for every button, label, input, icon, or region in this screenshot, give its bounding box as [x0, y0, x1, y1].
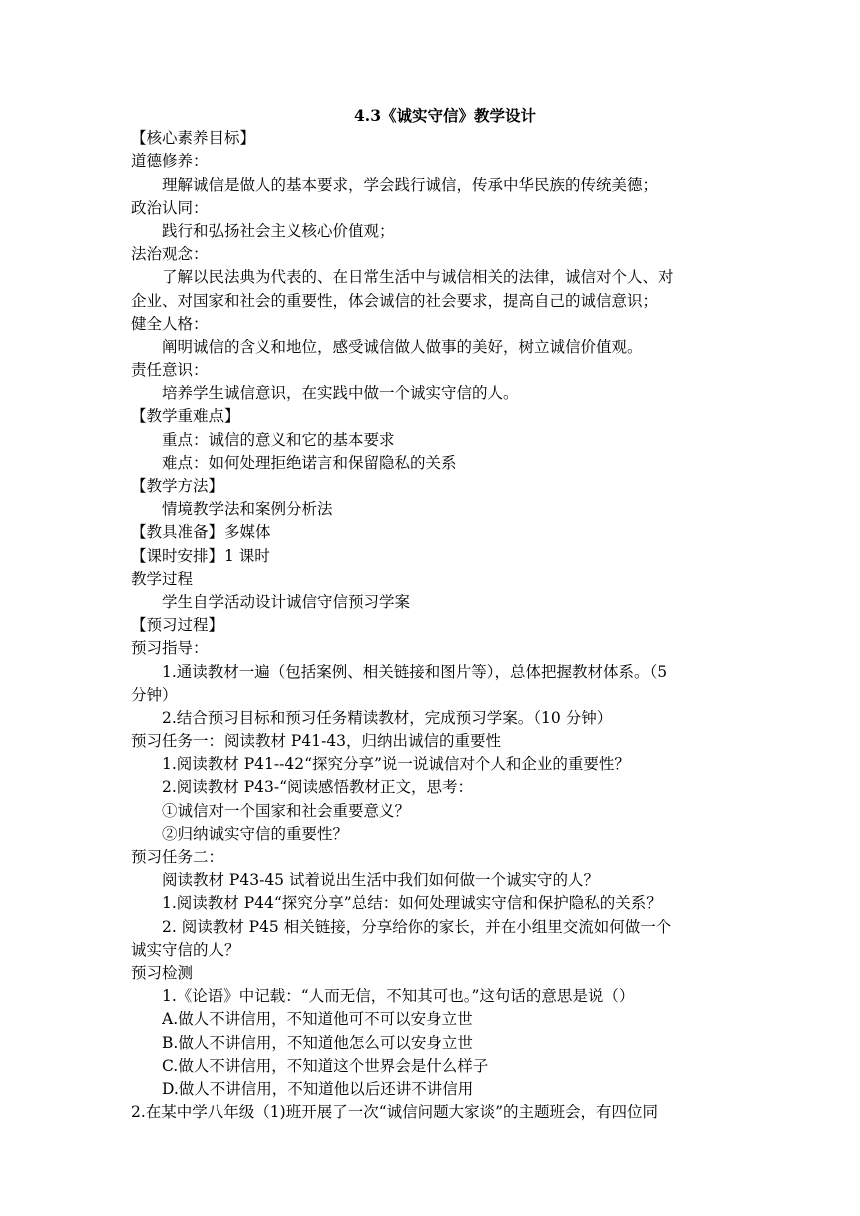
text-line: 阅读教材 P43-45 试着说出生活中我们如何做一个诚实守的人？ [162, 871, 599, 890]
text-line: 预习指导： [131, 639, 209, 658]
text-line: C.做人不讲信用，不知道这个世界会是什么样子 [162, 1056, 489, 1075]
text-line: 【教学重难点】 [131, 407, 240, 426]
text-line: 【核心素养目标】 [131, 129, 256, 148]
text-line: 1.阅读教材 P44“探究分享”总结：如何处理诚实守信和保护隐私的关系？ [162, 894, 662, 913]
text-line: 学生自学活动设计诚信守信预习学案 [162, 592, 411, 611]
text-line: 法治观念： [131, 245, 209, 264]
text-line: 1.通读教材一遍（包括案例、相关链接和图片等），总体把握教材体系。（5 [162, 662, 668, 681]
text-line: 责任意识： [131, 361, 209, 380]
text-line: A.做人不讲信用，不知道他可不可以安身立世 [162, 1010, 473, 1029]
text-line: 了解以民法典为代表的、在日常生活中与诚信相关的法律，诚信对个人、对 [162, 268, 674, 287]
text-line: 重点：诚信的意义和它的基本要求 [162, 430, 395, 449]
text-line: 【教具准备】多媒体 [131, 523, 271, 542]
text-line: 培养学生诚信意识，在实践中做一个诚实守信的人。 [162, 384, 519, 403]
text-line: 政治认同： [131, 198, 209, 217]
text-line: 2.阅读教材 P43-“阅读感悟教材正文，思考： [162, 778, 474, 797]
text-line: 企业、对国家和社会的重要性，体会诚信的社会要求，提高自己的诚信意识； [131, 291, 659, 310]
text-line: 【课时安排】1 课时 [131, 546, 270, 565]
text-line: 1.《论语》中记载：“人而无信，不知其可也。”这句话的意思是说（） [162, 987, 635, 1006]
text-line: 道德修养： [131, 152, 209, 171]
text-line: 2. 阅读教材 P45 相关链接，分享给你的家长，并在小组里交流如何做一个 [162, 917, 672, 936]
text-line: 教学过程 [131, 569, 194, 588]
text-line: ①诚信对一个国家和社会重要意义？ [162, 801, 411, 820]
text-line: B.做人不讲信用，不知道他怎么可以安身立世 [162, 1033, 473, 1052]
text-line: 践行和弘扬社会主义核心价值观； [162, 221, 395, 240]
text-line: 1.阅读教材 P41--42“探究分享”说一说诚信对个人和企业的重要性？ [162, 755, 630, 774]
text-line: 理解诚信是做人的基本要求，学会践行诚信，传承中华民族的传统美德； [162, 175, 659, 194]
document-page [131, 104, 731, 1124]
text-line: 诚实守信的人？ [131, 940, 240, 959]
text-line: 预习任务二： [131, 848, 225, 866]
document-title: 4.3《诚实守信》教学设计 [354, 106, 536, 125]
text-line: 【教学方法】 [131, 477, 225, 495]
text-line: D.做人不讲信用，不知道他以后还讲不讲信用 [162, 1079, 474, 1098]
document-body [131, 127, 731, 1124]
text-line: 预习任务一：阅读教材 P41-43，归纳出诚信的重要性 [131, 732, 502, 751]
text-line: 情境教学法和案例分析法 [162, 500, 333, 519]
text-line: 2.在某中学八年级（1)班开展了一次“诚信问题大家谈”的主题班会，有四位同 [131, 1103, 659, 1122]
text-line: 分钟） [131, 685, 178, 704]
text-line: 【预习过程】 [131, 616, 225, 635]
text-line: 预习检测 [131, 963, 194, 982]
text-line: 健全人格： [131, 314, 209, 333]
text-line: 阐明诚信的含义和地位，感受诚信做人做事的美好，树立诚信价值观。 [162, 337, 643, 356]
text-line: 难点：如何处理拒绝诺言和保留隐私的关系 [162, 453, 457, 472]
text-line: 2.结合预习目标和预习任务精读教材，完成预习学案。（10 分钟） [162, 708, 613, 727]
text-line: ②归纳诚实守信的重要性？ [162, 824, 349, 843]
